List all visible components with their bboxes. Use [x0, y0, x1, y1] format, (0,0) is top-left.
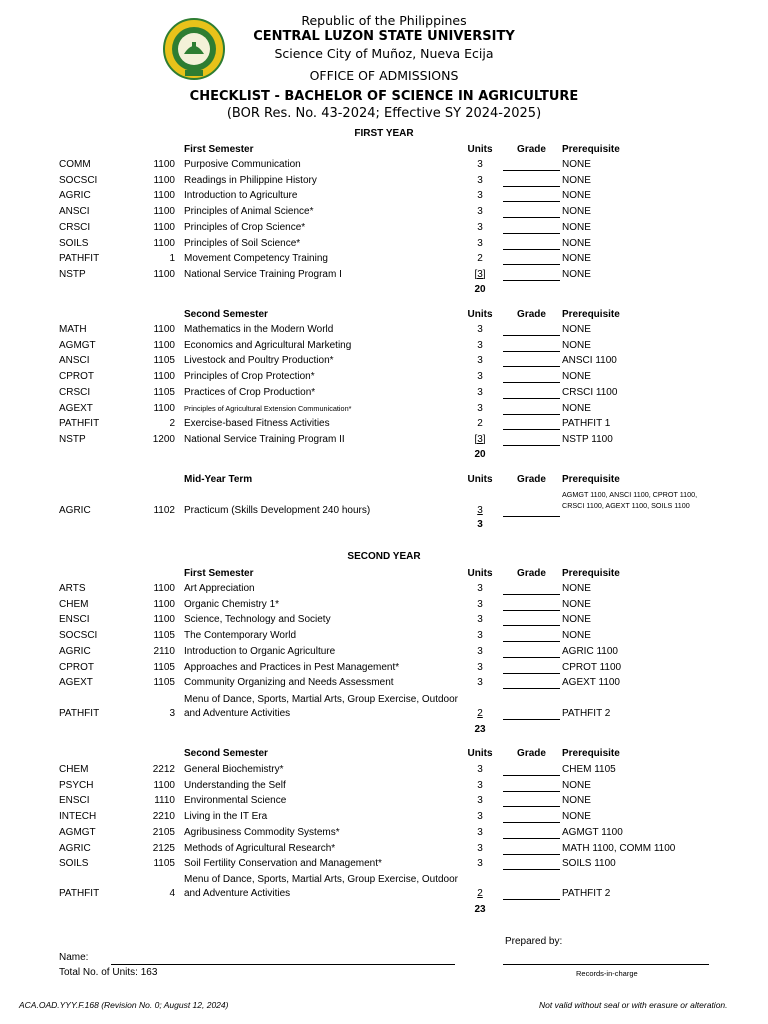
course-units: 3 — [477, 159, 483, 170]
units-col-header: Units — [467, 568, 493, 579]
prereq-col-header: Prerequisite — [562, 568, 620, 579]
course-prereq: NONE — [562, 174, 591, 186]
grade-blank[interactable] — [503, 707, 560, 720]
semester-total-units: 20 — [474, 449, 486, 460]
course-row — [0, 354, 768, 368]
grade-blank[interactable] — [503, 237, 560, 250]
course-units: 2 — [477, 708, 483, 719]
grade-blank[interactable] — [503, 417, 560, 430]
name-line[interactable] — [111, 964, 455, 965]
course-units: 3 — [477, 811, 483, 823]
course-title: National Service Training Program I — [184, 268, 342, 280]
prereq-col-header: Prerequisite — [562, 474, 620, 485]
section-header — [0, 143, 768, 157]
course-prereq: NONE — [562, 614, 591, 626]
grade-blank[interactable] — [503, 842, 560, 855]
course-row — [0, 598, 768, 612]
grade-blank[interactable] — [503, 402, 560, 415]
grade-blank[interactable] — [503, 598, 560, 611]
grade-blank[interactable] — [503, 826, 560, 839]
course-units: 3 — [477, 645, 483, 657]
course-row — [0, 613, 768, 627]
grade-blank[interactable] — [503, 268, 560, 281]
total-units-label: Total No. of Units: 163 — [59, 967, 158, 978]
course-row — [0, 433, 768, 447]
grade-blank[interactable] — [503, 221, 560, 234]
semester-total-units: 23 — [474, 724, 486, 735]
course-title: Community Organizing and Needs Assessment — [184, 677, 394, 689]
course-title: Introduction to Organic Agriculture — [184, 645, 336, 657]
course-code: PSYCH — [59, 779, 94, 791]
course-number: 2105 — [152, 826, 175, 838]
grade-col-header: Grade — [517, 568, 546, 579]
course-code: AGRIC — [59, 505, 91, 516]
course-row — [0, 826, 768, 840]
course-prereq: AGMGT 1100 — [562, 826, 623, 838]
course-row — [0, 676, 768, 690]
course-row — [0, 402, 768, 416]
course-code: MATH — [59, 324, 87, 335]
course-row — [0, 842, 768, 856]
section-header — [0, 308, 768, 322]
course-prereq: NONE — [562, 630, 591, 642]
course-prereq: MATH 1100, COMM 1100 — [562, 842, 676, 854]
university-location: Science City of Muñoz, Nueva Ecija — [274, 46, 494, 61]
grade-blank[interactable] — [503, 252, 560, 265]
course-title-line2: and Adventure Activities — [184, 888, 291, 899]
course-number: 1100 — [153, 206, 175, 218]
course-units: 2 — [477, 418, 483, 430]
course-number: 4 — [169, 888, 175, 899]
course-number: 2212 — [152, 764, 175, 775]
course-number: 1110 — [154, 795, 175, 807]
course-units: 3 — [477, 583, 483, 594]
year-heading-second: SECOND YEAR — [347, 551, 421, 562]
units-col-header: Units — [467, 144, 493, 155]
course-row — [0, 661, 768, 675]
section-header — [0, 747, 768, 761]
course-code: COMM — [59, 159, 91, 170]
course-code: PATHFIT — [59, 888, 100, 899]
course-row — [0, 582, 768, 596]
course-code: NSTP — [59, 268, 86, 280]
course-title: Readings in Philippine History — [184, 174, 317, 186]
course-prereq: PATHFIT 2 — [562, 888, 611, 899]
course-title: General Biochemistry* — [184, 764, 284, 775]
course-units: 3 — [477, 858, 483, 870]
section-header — [0, 567, 768, 581]
course-row — [0, 339, 768, 353]
course-code: SOCSCI — [59, 174, 98, 186]
course-row — [0, 370, 768, 384]
course-title: Livestock and Poultry Production* — [184, 355, 334, 367]
grade-blank[interactable] — [503, 189, 560, 202]
course-units: 3 — [477, 779, 483, 791]
semester-label: Second Semester — [184, 748, 268, 759]
course-code: AGRIC — [59, 645, 91, 657]
course-row — [0, 323, 768, 337]
course-prereq: NONE — [562, 795, 591, 807]
course-number: 1105 — [153, 355, 175, 367]
course-units: 3 — [477, 505, 483, 516]
course-units: [3] — [474, 268, 486, 280]
course-row — [0, 693, 768, 721]
course-row — [0, 386, 768, 400]
course-prereq: CPROT 1100 — [562, 661, 622, 673]
course-units: 3 — [477, 355, 483, 367]
course-units: 3 — [477, 221, 483, 233]
course-row — [0, 490, 768, 518]
course-code: NSTP — [59, 433, 86, 445]
course-prereq: NONE — [562, 598, 591, 610]
course-code: SOILS — [59, 858, 89, 870]
course-number: 1100 — [153, 268, 175, 280]
prepared-by-label: Prepared by: — [505, 936, 563, 947]
form-code: ACA.OAD.YYY.F.168 (Revision No. 0; August 12, 2024) — [19, 1000, 229, 1010]
course-title: Approaches and Practices in Pest Management* — [184, 661, 400, 673]
semester-total-units: 20 — [474, 284, 486, 295]
course-title: Principles of Agricultural Extension Communication* — [184, 403, 352, 413]
course-number: 2 — [169, 418, 175, 430]
course-title-line1: Menu of Dance, Sports, Martial Arts, Group Exercise, Outdoor — [184, 874, 459, 885]
course-title: Economics and Agricultural Marketing — [184, 339, 352, 351]
course-prereq: AGEXT 1100 — [562, 677, 620, 689]
course-units: 3 — [477, 598, 483, 610]
course-title: Soil Fertility Conservation and Management* — [184, 858, 382, 870]
course-units: 3 — [477, 206, 483, 218]
grade-blank[interactable] — [503, 676, 560, 689]
course-title: Methods of Agricultural Research* — [184, 842, 336, 854]
course-prereq: NONE — [562, 253, 591, 265]
course-number: 1 — [169, 253, 175, 265]
course-code: AGRIC — [59, 842, 91, 854]
course-title: Practices of Crop Production* — [184, 386, 316, 398]
course-prereq: NONE — [562, 371, 591, 383]
course-prereq: NONE — [562, 402, 591, 414]
course-title: Mathematics in the Modern World — [184, 324, 334, 335]
grade-col-header: Grade — [517, 748, 546, 759]
grade-blank[interactable] — [503, 794, 560, 807]
course-title: Purposive Communication — [184, 159, 301, 170]
course-number: 1100 — [153, 339, 175, 351]
course-code: PATHFIT — [59, 253, 100, 265]
course-prereq: PATHFIT 2 — [562, 708, 611, 719]
course-row — [0, 268, 768, 282]
grade-blank[interactable] — [503, 386, 560, 399]
grade-blank[interactable] — [503, 763, 560, 776]
grade-blank[interactable] — [503, 323, 560, 336]
course-units: 3 — [477, 339, 483, 351]
course-code: INTECH — [59, 811, 97, 823]
course-units: 3 — [477, 324, 483, 335]
course-row — [0, 763, 768, 777]
course-code: AGRIC — [59, 190, 91, 202]
course-units: 3 — [477, 764, 483, 775]
course-code: ENSCI — [59, 795, 90, 807]
course-row — [0, 857, 768, 871]
course-title: Principles of Crop Protection* — [184, 371, 315, 383]
grade-blank[interactable] — [503, 645, 560, 658]
course-title: Art Appreciation — [184, 583, 255, 594]
course-units: 3 — [477, 237, 483, 249]
course-prereq: NONE — [562, 221, 591, 233]
course-title-line2: and Adventure Activities — [184, 708, 291, 719]
grade-blank[interactable] — [503, 887, 560, 900]
course-code: PATHFIT — [59, 708, 100, 719]
course-code: AGEXT — [59, 402, 93, 414]
course-title: Principles of Crop Science* — [184, 221, 306, 233]
course-prereq: NSTP 1100 — [562, 433, 613, 445]
course-prereq-line2: CRSCI 1100, AGEXT 1100, SOILS 1100 — [562, 501, 690, 510]
course-row — [0, 237, 768, 251]
course-number: 1105 — [153, 386, 175, 398]
course-number: 1105 — [153, 858, 175, 870]
grade-blank[interactable] — [503, 205, 560, 218]
course-number: 1105 — [153, 630, 175, 642]
course-row — [0, 205, 768, 219]
course-prereq: NONE — [562, 583, 591, 594]
course-title: Living in the IT Era — [184, 811, 268, 823]
course-number: 1100 — [153, 237, 175, 249]
course-row — [0, 252, 768, 266]
prereq-col-header: Prerequisite — [562, 748, 620, 759]
course-title: Practicum (Skills Development 240 hours) — [184, 505, 371, 516]
course-units: 3 — [477, 795, 483, 807]
semester-total-units: 3 — [477, 519, 483, 530]
records-in-charge-label: Records-in-charge — [576, 969, 638, 978]
course-units: 3 — [477, 630, 483, 642]
course-number: 1102 — [153, 505, 175, 516]
course-code: ARTS — [59, 583, 86, 594]
course-row — [0, 645, 768, 659]
grade-blank[interactable] — [503, 810, 560, 823]
disclaimer: Not valid without seal or with erasure or alteration. — [539, 1000, 728, 1010]
course-code: SOILS — [59, 237, 89, 249]
semester-label: Second Semester — [184, 309, 268, 320]
university-name: CENTRAL LUZON STATE UNIVERSITY — [253, 29, 515, 44]
course-prereq: NONE — [562, 339, 591, 351]
name-label: Name: — [59, 952, 89, 963]
course-units: 3 — [477, 402, 483, 414]
course-code: CPROT — [59, 661, 94, 673]
course-row — [0, 417, 768, 431]
grade-col-header: Grade — [517, 309, 546, 320]
course-units: 3 — [477, 826, 483, 838]
course-code: CHEM — [59, 764, 89, 775]
course-title: National Service Training Program II — [184, 433, 345, 445]
office-name: OFFICE OF ADMISSIONS — [309, 68, 459, 83]
course-number: 1100 — [153, 221, 175, 233]
semester-label: First Semester — [184, 568, 254, 579]
course-units: [3] — [474, 433, 486, 445]
course-units: 3 — [477, 386, 483, 398]
course-units: 2 — [477, 888, 483, 899]
course-title: Science, Technology and Society — [184, 614, 331, 626]
course-prereq: ANSCI 1100 — [562, 355, 617, 367]
grade-blank[interactable] — [503, 339, 560, 352]
course-number: 1100 — [153, 583, 175, 594]
grade-blank[interactable] — [503, 174, 560, 187]
course-number: 1200 — [152, 433, 175, 445]
course-prereq: NONE — [562, 268, 591, 280]
course-units: 3 — [477, 190, 483, 202]
course-code: CRSCI — [59, 221, 91, 233]
course-title: Agribusiness Commodity Systems* — [184, 826, 340, 838]
course-units: 3 — [477, 842, 483, 854]
grade-blank[interactable] — [503, 354, 560, 367]
grade-col-header: Grade — [517, 474, 546, 485]
course-number: 1100 — [153, 174, 175, 186]
course-prereq: PATHFIT 1 — [562, 418, 611, 430]
course-prereq: SOILS 1100 — [562, 858, 616, 870]
grade-blank[interactable] — [503, 857, 560, 870]
course-prereq-line1: AGMGT 1100, ANSCI 1100, CPROT 1100, — [562, 490, 698, 499]
course-code: ENSCI — [59, 614, 90, 626]
year-heading-first: FIRST YEAR — [354, 128, 414, 139]
course-title: Environmental Science — [184, 795, 287, 807]
course-number: 2110 — [153, 645, 175, 657]
course-title: Principles of Soil Science* — [184, 237, 301, 249]
course-units: 3 — [477, 677, 483, 689]
course-title-line1: Menu of Dance, Sports, Martial Arts, Group Exercise, Outdoor — [184, 694, 459, 705]
course-number: 1105 — [153, 677, 175, 689]
prereq-col-header: Prerequisite — [562, 144, 620, 155]
grade-blank[interactable] — [503, 582, 560, 595]
course-number: 1100 — [153, 779, 175, 791]
course-title: Principles of Animal Science* — [184, 206, 314, 218]
course-prereq: NONE — [562, 324, 591, 335]
course-prereq: NONE — [562, 237, 591, 249]
semester-label: Mid-Year Term — [184, 474, 253, 485]
grade-blank[interactable] — [503, 504, 560, 517]
course-code: SOCSCI — [59, 630, 98, 642]
units-col-header: Units — [467, 748, 493, 759]
course-units: 3 — [477, 174, 483, 186]
course-prereq: NONE — [562, 159, 591, 170]
course-code: CHEM — [59, 598, 89, 610]
course-prereq: AGRIC 1100 — [562, 645, 618, 657]
course-prereq: NONE — [562, 779, 591, 791]
course-units: 3 — [477, 614, 483, 626]
grade-blank[interactable] — [503, 370, 560, 383]
course-number: 1100 — [153, 159, 175, 170]
signature-line — [503, 964, 709, 965]
course-number: 3 — [169, 708, 175, 719]
course-row — [0, 779, 768, 793]
bor-resolution: (BOR Res. No. 43-2024; Effective SY 2024-2025) — [226, 106, 542, 121]
course-code: ANSCI — [59, 206, 90, 218]
course-title: The Contemporary World — [184, 630, 297, 642]
course-row — [0, 221, 768, 235]
course-row — [0, 158, 768, 172]
course-code: CRSCI — [59, 386, 91, 398]
course-row — [0, 873, 768, 901]
semester-label: First Semester — [184, 144, 254, 155]
course-title: Understanding the Self — [184, 779, 286, 791]
units-col-header: Units — [467, 309, 493, 320]
prereq-col-header: Prerequisite — [562, 309, 620, 320]
course-title: Organic Chemistry 1* — [184, 598, 280, 610]
course-code: PATHFIT — [59, 418, 100, 430]
course-prereq: CHEM 1105 — [562, 764, 616, 775]
grade-col-header: Grade — [517, 144, 546, 155]
course-number: 2125 — [152, 842, 175, 854]
course-prereq: NONE — [562, 206, 591, 218]
course-prereq: CRSCI 1100 — [562, 386, 618, 398]
course-number: 1100 — [153, 190, 175, 202]
course-row — [0, 174, 768, 188]
grade-blank[interactable] — [503, 779, 560, 792]
course-title: Introduction to Agriculture — [184, 190, 298, 202]
course-number: 1105 — [153, 661, 175, 673]
course-prereq: NONE — [562, 811, 591, 823]
course-code: CPROT — [59, 371, 94, 383]
grade-blank[interactable] — [503, 158, 560, 171]
course-row — [0, 189, 768, 203]
course-row — [0, 794, 768, 808]
course-number: 1100 — [153, 614, 175, 626]
course-units: 3 — [477, 661, 483, 673]
course-row — [0, 629, 768, 643]
course-code: AGMGT — [59, 826, 96, 838]
course-title: Movement Competency Training — [184, 253, 328, 265]
grade-blank[interactable] — [503, 629, 560, 642]
semester-total-units: 23 — [474, 904, 486, 915]
grade-blank[interactable] — [503, 661, 560, 674]
course-code: AGEXT — [59, 677, 93, 689]
grade-blank[interactable] — [503, 433, 560, 446]
course-prereq: NONE — [562, 190, 591, 202]
course-number: 2210 — [152, 811, 175, 823]
course-number: 1100 — [153, 324, 175, 335]
course-number: 1100 — [153, 402, 175, 414]
course-code: ANSCI — [59, 355, 90, 367]
grade-blank[interactable] — [503, 613, 560, 626]
course-number: 1100 — [153, 371, 175, 383]
section-header — [0, 473, 768, 487]
course-number: 1100 — [153, 598, 175, 610]
course-code: AGMGT — [59, 339, 96, 351]
course-units: 3 — [477, 371, 483, 383]
course-units: 2 — [477, 253, 483, 265]
republic-text: Republic of the Philippines — [301, 13, 467, 28]
units-col-header: Units — [467, 474, 493, 485]
checklist-title: CHECKLIST - BACHELOR OF SCIENCE IN AGRICULTURE — [189, 89, 579, 104]
course-title: Exercise-based Fitness Activities — [184, 418, 330, 430]
course-row — [0, 810, 768, 824]
